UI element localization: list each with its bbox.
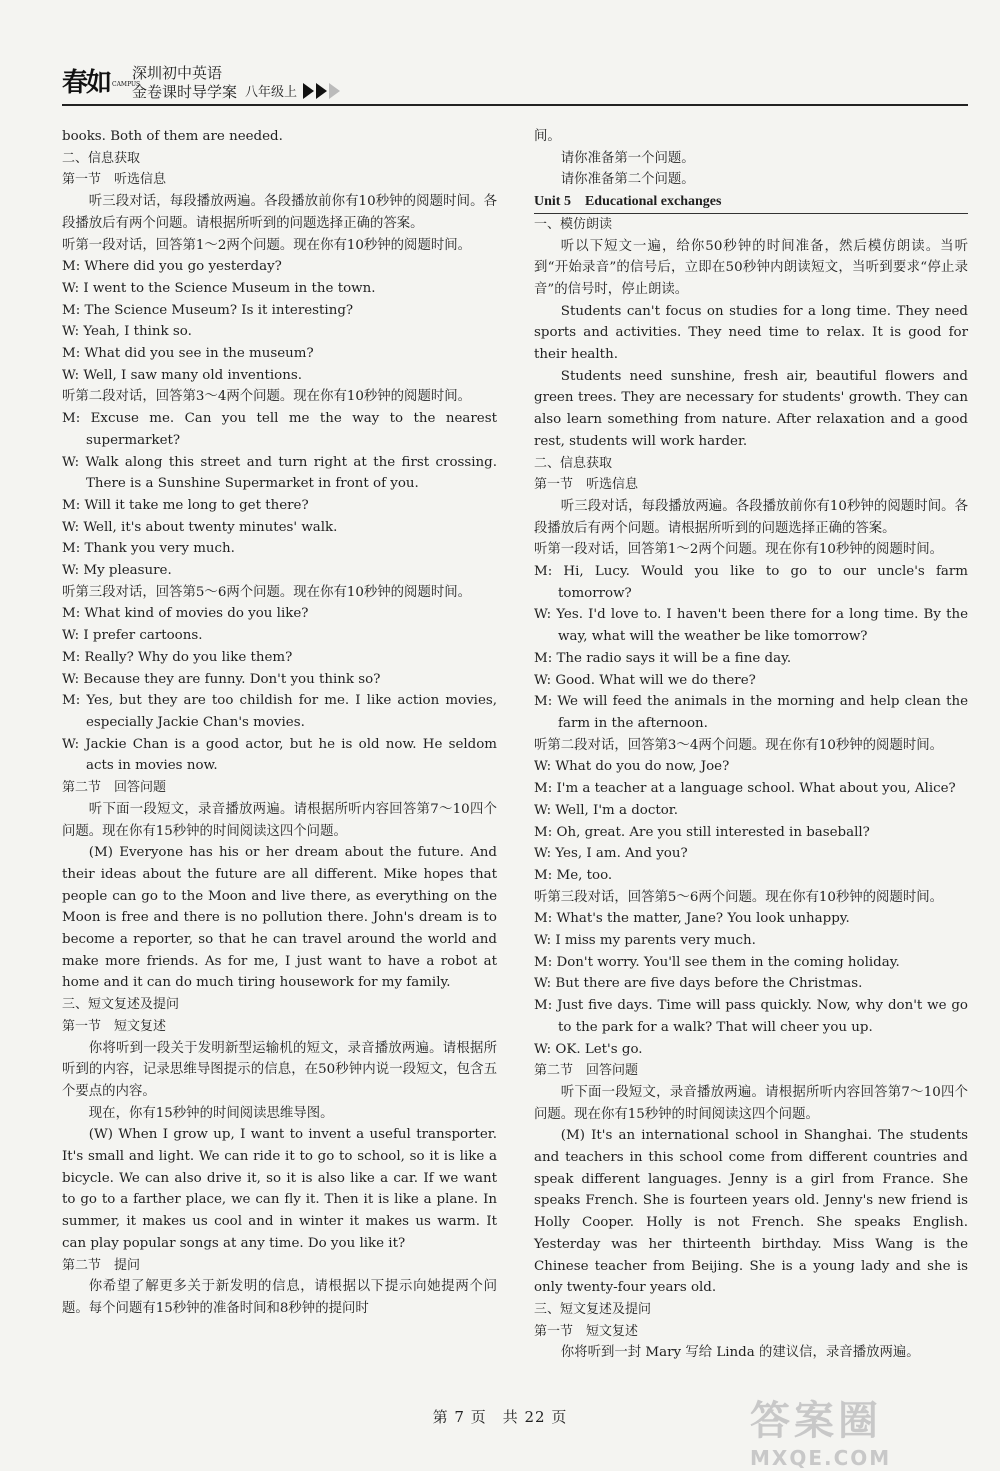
paragraph: 听三段对话，每段播放两遍。各段播放前你有10秒钟的阅题时间。各段播放后有两个问题。请根据所听到的问题选择正确的答案。 [62,194,497,231]
dialogue-line: W: Walk along this street and turn right at the first crossing. There is a Sunshine Supermarket in front of you. [62,454,497,492]
section-heading: 三、短文复述及提问 [534,1301,652,1317]
dialogue-line: W: I miss my parents very much. [534,933,756,949]
dialogue-line: M: Where did you go yesterday? [62,259,282,275]
paragraph: 你希望了解更多关于新发明的信息，请根据以下提示向她提两个问题。每个问题有15秒钟的准备时间和8秒钟的提问时 [62,1279,497,1316]
text-line: 间。 [534,129,561,144]
dialogue-line: W: Yes. I'd love to. I haven't been there for a long time. By the way, what will the weather be like tomorrow? [534,607,968,645]
dialogue-line: M: The radio says it will be a fine day. [534,650,792,666]
section-heading: 第一节 短文复述 [62,1018,167,1034]
text-line: 听第三段对话，回答第5～6两个问题。现在你有10秒钟的阅题时间。 [534,889,944,905]
text-line: 听第二段对话，回答第3～4两个问题。现在你有10秒钟的阅题时间。 [534,737,944,753]
brand-logo: 春如 CAMPUS [62,68,141,98]
unit-title: Unit 5 Educational exchanges [534,191,968,214]
dialogue-line: M: Excuse me. Can you tell me the way to the nearest supermarket? [62,411,497,448]
text-line: 听第一段对话，回答第1～2两个问题。现在你有10秒钟的阅题时间。 [534,542,944,558]
paragraph: Students can't focus on studies for a long time. They need sports and activities. They need time to relax. It is good for their health. [534,303,968,363]
paragraph: 听以下短文一遍，给你50秒钟的时间准备，然后模仿朗读。当听到“开始录音”的信号后，立即在50秒钟内朗读短文，当听到要求“停止录音”的信号时，停止朗读。 [534,238,968,297]
grade-label: 八年级上 [245,85,298,100]
dialogue-line: M: Will it take me long to get there? [62,497,309,513]
paragraph: 听下面一段短文，录音播放两遍。请根据所听内容回答第7～10四个问题。现在你有15秒钟的时间阅读这四个问题。 [62,801,497,839]
dialogue-line: M: The Science Museum? Is it interesting? [62,302,354,318]
left-column [62,126,497,1320]
dialogue-line: W: Well, I'm a doctor. [534,802,678,818]
book-title-line1: 深圳初中英语 [132,64,223,82]
dialogue-line: M: Oh, great. Are you still interested in baseball? [534,824,870,840]
section-heading: 三、短文复述及提问 [62,997,180,1013]
dialogue-line: M: Hi, Lucy. Would you like to go to our uncle's farm tomorrow? [534,564,968,601]
right-column [534,126,968,1364]
dialogue-line: W: Yes, I am. And you? [534,846,688,862]
dialogue-line: M: Thank you very much. [62,541,235,557]
paragraph: 你将听到一段关于发明新型运输机的短文，录音播放两遍。请根据所听到的内容，记录思维导图提示的信息，在50秒钟内说一段短文，包含五个要点的内容。 [62,1040,497,1099]
arrow-icon [329,83,340,99]
watermark-url: MXQE.COM [750,1446,892,1470]
dialogue-line: W: Because they are funny. Don't you think so? [62,671,381,687]
dialogue-line: M: Me, too. [534,867,613,883]
text-line: books. Both of them are needed. [62,129,283,144]
dialogue-line: W: I prefer cartoons. [62,628,203,644]
dialogue-line: W: Well, I saw many old inventions. [62,367,302,383]
arrow-icons [303,83,342,99]
paragraph: 请你准备第二个问题。 [560,172,695,188]
dialogue-line: M: Really? Why do you like them? [62,649,293,665]
dialogue-line: M: What's the matter, Jane? You look unhappy. [534,911,850,927]
dialogue-line: W: But there are five days before the Christmas. [534,976,863,992]
paragraph: 听三段对话，每段播放两遍。各段播放前你有10秒钟的阅题时间。各段播放后有两个问题。请根据所听到的问题选择正确的答案。 [534,498,968,536]
page-header [62,60,402,102]
section-heading: 第一节 听选信息 [534,477,639,493]
watermark [750,1389,970,1470]
section-heading: 第二节 提问 [62,1257,141,1273]
dialogue-line: W: OK. Let's go. [534,1041,643,1057]
paragraph: 现在，你有15秒钟的时间阅读思维导图。 [88,1105,334,1121]
dialogue-line: W: Good. What will we do there? [534,672,756,688]
dialogue-line: M: What did you see in the museum? [62,346,314,362]
dialogue-line: M: Don't worry. You'll see them in the coming holiday. [534,954,900,970]
section-heading: 第二节 回答问题 [62,780,167,796]
dialogue-line: W: Well, it's about twenty minutes' walk. [62,519,338,535]
dialogue-line: W: I went to the Science Museum in the town. [62,280,376,296]
section-heading: 一、模仿朗读 [534,216,613,232]
paragraph: 请你准备第一个问题。 [560,150,695,166]
header-rule [62,104,968,106]
dialogue-line: M: What kind of movies do you like? [62,606,309,622]
book-title [132,64,237,102]
paragraph: 你将听到一封 Mary 写给 Linda 的建议信，录音播放两遍。 [560,1345,920,1361]
dialogue-line: M: Just five days. Time will pass quickly. Now, why don't we go to the park for a walk? That will cheer you up. [534,998,968,1035]
dialogue-line: M: I'm a teacher at a language school. What about you, Alice? [534,781,956,797]
dialogue-line: W: My pleasure. [62,563,172,579]
text-line: 听第二段对话，回答第3～4两个问题。现在你有10秒钟的阅题时间。 [62,389,472,405]
watermark-logo: 答案圈 [750,1398,882,1444]
dialogue-line: M: Yes, but they are too childish for me. I like action movies, especially Jackie Chan's movies. [62,693,497,730]
page-number: 第 7 页 共 22 页 [432,1408,568,1426]
book-title-line2: 金卷课时导学案 [132,83,238,101]
section-heading: 二、信息获取 [534,455,613,471]
arrow-icon [303,83,314,99]
section-heading: 第一节 听选信息 [62,172,167,188]
paragraph: 听下面一段短文，录音播放两遍。请根据所听内容回答第7～10四个问题。现在你有15秒钟的时间阅读这四个问题。 [534,1084,968,1122]
paragraph: (W) When I grow up, I want to invent a useful transporter. It's small and light. We can ride it to go to school, so it is like a bicycle. We can also drive it, so it is also like a car. If we want to go to a farther place, we can fly it. Then it is like a plane. In summer, it makes us cool and in winter it makes us warm. It can play popular songs at any time. Do you like it? [62,1127,497,1251]
text-line: 听第一段对话，回答第1～2两个问题。现在你有10秒钟的阅题时间。 [62,237,472,253]
dialogue-line: W: What do you do now, Joe? [534,759,730,775]
dialogue-line: M: We will feed the animals in the morning and help clean the farm in the afternoon. [534,694,968,731]
section-heading: 第二节 回答问题 [534,1063,639,1079]
arrow-icon [316,83,327,99]
paragraph: (M) Everyone has his or her dream about the future. And their ideas about the future are all different. Mike hopes that people can go to the Moon and live there, as everything on the Moon is free and there is no pollution there. John's dream is to become a reporter, so that he can travel around the world and make more friends. As for me, I just want to have a robot at home and it can do much tiring housework for my family. [62,845,497,991]
section-heading: 二、信息获取 [62,150,141,166]
dialogue-line: W: Yeah, I think so. [62,324,192,340]
section-heading: 第一节 短文复述 [534,1323,639,1339]
text-line: 听第三段对话，回答第5～6两个问题。现在你有10秒钟的阅题时间。 [62,584,472,600]
paragraph: Students need sunshine, fresh air, beautiful flowers and green trees. They are necessary for students' growth. They can also learn something from nature. After relaxation and a good rest, students will work harder. [534,368,968,449]
dialogue-line: W: Jackie Chan is a good actor, but he is old now. He seldom acts in movies now. [62,736,497,774]
paragraph: (M) It's an international school in Shanghai. The students and teachers in this school come from different countries and speak different languages. Jenny is a girl from France. She speaks French. She is fourteen years old. Jenny's new friend is Holly Cooper. Holly is not French. She speaks English. Yesterday was her thirteenth birthday. Miss Wang is the Chinese teacher from Beijing. She is a young lady and she is only twenty-four years old. [534,1128,968,1296]
